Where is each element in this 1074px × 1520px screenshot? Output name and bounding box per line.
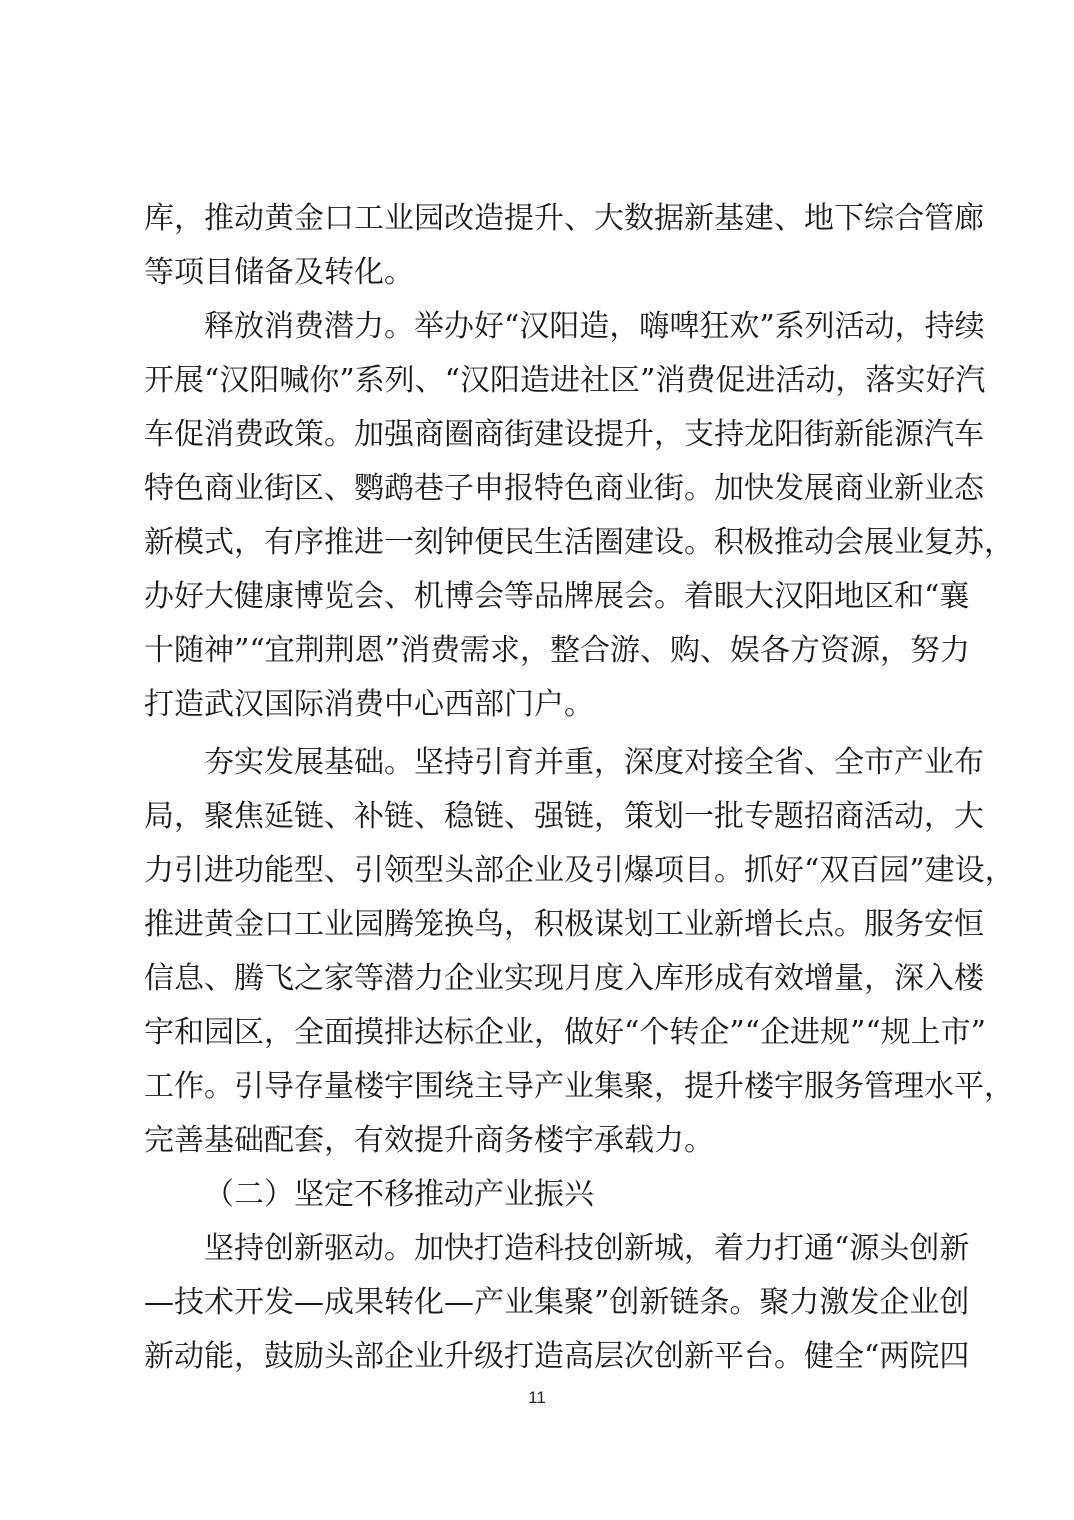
text-line: 局，聚焦延链、补链、稳链、强链，策划一批专题招商活动，大 [144, 799, 984, 834]
text-line: 完善基础配套，有效提升商务楼宇承载力。 [144, 1123, 714, 1158]
text-line: 新动能，鼓励头部企业升级打造高层次创新平台。健全“两院四 [144, 1339, 970, 1374]
text-line: 打造武汉国际消费中心西部门户。 [144, 687, 594, 722]
text-line: 夯实发展基础。坚持引育并重，深度对接全省、全市产业布 [204, 745, 984, 780]
text-line: 新模式，有序推进一刻钟便民生活圈建设。积极推动会展业复苏， [144, 525, 1014, 560]
text-line: 开展“汉阳喊你”系列、“汉阳造进社区”消费促进活动，落实好汽 [144, 363, 986, 398]
text-line: 释放消费潜力。举办好“汉阳造，嗨啤狂欢”系列活动，持续 [204, 309, 985, 344]
text-line: 特色商业街区、鹦鹉巷子申报特色商业街。加快发展商业新业态 [144, 471, 984, 506]
text-line: 办好大健康博览会、机博会等品牌展会。着眼大汉阳地区和“襄 [144, 579, 970, 614]
text-line: 力引进功能型、引领型头部企业及引爆项目。抓好“双百园”建设， [144, 853, 1015, 888]
text-line: 信息、腾飞之家等潜力企业实现月度入库形成有效增量，深入楼 [144, 961, 984, 996]
text-line: 工作。引导存量楼宇围绕主导产业集聚，提升楼宇服务管理水平， [144, 1069, 1014, 1104]
text-line: —技术开发—成果转化—产业集聚”创新链条。聚力激发企业创 [144, 1285, 970, 1320]
text-line: 坚持创新驱动。加快打造科技创新城，着力打通“源头创新 [204, 1231, 970, 1266]
text-line: 车促消费政策。加强商圈商街建设提升，支持龙阳街新能源汽车 [144, 417, 984, 452]
text-line: 推进黄金口工业园腾笼换鸟，积极谋划工业新增长点。服务安恒 [144, 907, 984, 942]
text-line: 等项目储备及转化。 [144, 255, 414, 290]
text-line: 库，推动黄金口工业园改造提升、大数据新基建、地下综合管廊 [144, 201, 984, 236]
section-heading: （二）坚定不移推动产业振兴 [204, 1177, 594, 1212]
page-number: 11 [528, 1388, 546, 1407]
text-line: 宇和园区，全面摸排达标企业，做好“个转企”“企进规”“规上市” [144, 1015, 987, 1050]
text-line: 十随神”“宜荆荆恩”消费需求，整合游、购、娱各方资源，努力 [144, 633, 971, 668]
